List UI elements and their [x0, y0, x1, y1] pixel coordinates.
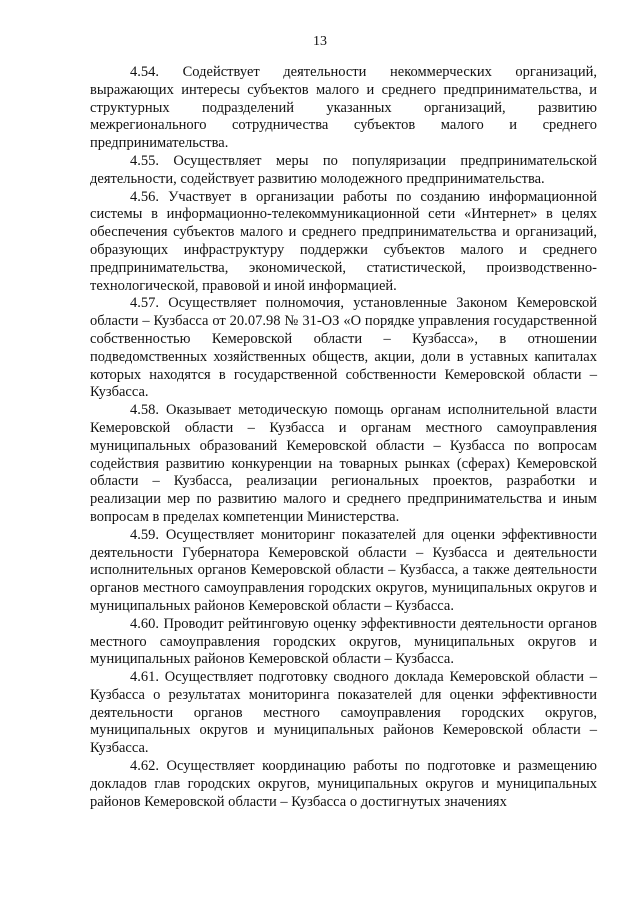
document-body [90, 64, 597, 811]
paragraph-4-62: 4.62. Осуществляет координацию работы по подготовке и размещению докладов глав городских округов, муниципальных округов и муниципальных районов Кемеровской области – Кузбасса о достигнутых значениях [90, 758, 597, 810]
paragraph-4-60: 4.60. Проводит рейтинговую оценку эффективности деятельности органов местного самоуправления городских округов, муниципальных округов и муниципальных районов Кемеровской области – Кузбасса. [90, 615, 597, 668]
paragraph-4-58: 4.58. Оказывает методическую помощь органам исполнительной власти Кемеровской области – Кузбасса и органам местного самоуправления муниципальных образований Кемеровской области – Кузбасса по вопросам содействия развитию конкуренции на товарных рынках (сферах) Кемеровской области – Кузбасса, реализации региональных проектов, разработки и реализации мер по развитию малого и среднего предпринимательства и иным вопросам в пределах компетенции Министерства. [90, 402, 597, 525]
paragraph-4-56: 4.56. Участвует в организации работы по созданию информационной системы в информационно-телекоммуникационной сети «Интернет» в целях обеспечения субъектов малого и среднего предпринимательства и организаций, образующих инфраструктуру поддержки субъектов малого и среднего предпринимательства, экономической, статистической, производственно-технологической, правовой и иной информацией. [90, 188, 597, 294]
paragraph-4-55: 4.55. Осуществляет меры по популяризации предпринимательской деятельности, содействует развитию молодежного предпринимательства. [90, 152, 597, 187]
paragraph-4-57: 4.57. Осуществляет полномочия, установленные Законом Кемеровской области – Кузбасса от 20.07.98 № 31-ОЗ «О порядке управления государственной собственностью Кемеровской области – Кузбасса», в отношении подведомственных хозяйственных обществ, акции, доли в уставных капиталах которых находятся в государственной собственности Кемеровской области – Кузбасса. [90, 295, 597, 401]
paragraph-4-54: 4.54. Содействует деятельности некоммерческих организаций, выражающих интересы субъектов малого и среднего предпринимательства, и структурных подразделений указанных организаций, развитию межрегионального сотрудничества субъектов малого и среднего предпринимательства. [90, 64, 597, 152]
page-number: 13 [313, 34, 327, 49]
paragraph-4-61: 4.61. Осуществляет подготовку сводного доклада Кемеровской области – Кузбасса о результатах мониторинга показателей для оценки эффективности деятельности органов местного самоуправления городских округов, муниципальных округов и муниципальных районов Кемеровской области – Кузбасса. [90, 669, 597, 757]
paragraph-4-59: 4.59. Осуществляет мониторинг показателей для оценки эффективности деятельности Губернатора Кемеровской области – Кузбасса и деятельности исполнительных органов Кемеровской области – Кузбасса, а также деятельности органов местного самоуправления городских округов, муниципальных округов и муниципальных районов Кемеровской области – Кузбасса. [90, 526, 597, 614]
